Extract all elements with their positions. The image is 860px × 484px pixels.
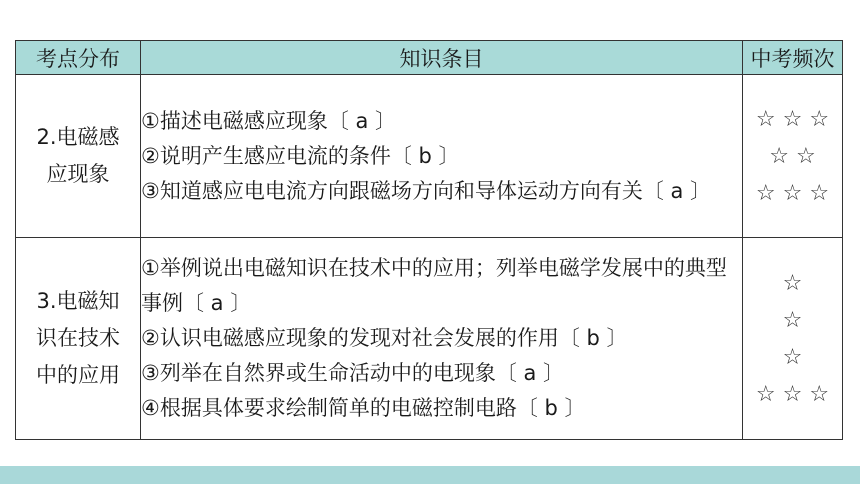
items-cell bbox=[141, 238, 743, 440]
frequency-cell bbox=[743, 75, 843, 238]
star-icon-line: ☆ bbox=[782, 344, 803, 370]
knowledge-item: ②认识电磁感应现象的发现对社会发展的作用〔 b 〕 bbox=[141, 326, 628, 350]
star-icon-line: ☆ ☆ ☆ bbox=[755, 180, 830, 206]
frequency-cell bbox=[743, 238, 843, 440]
knowledge-item: ④根据具体要求绘制简单的电磁控制电路〔 b 〕 bbox=[141, 396, 586, 420]
table-row bbox=[16, 238, 843, 440]
knowledge-item: ②说明产生感应电流的条件〔 b 〕 bbox=[141, 143, 460, 168]
header-category: 考点分布 bbox=[16, 41, 141, 75]
category-line: 识在技术 bbox=[36, 326, 120, 350]
category-line: 3.电磁知 bbox=[36, 289, 120, 313]
knowledge-item: ①举例说出电磁知识在技术中的应用；列举电磁学发展中的典型事例〔 a 〕 bbox=[141, 256, 727, 315]
category-line: 应现象 bbox=[46, 162, 110, 186]
header-items: 知识条目 bbox=[141, 41, 743, 75]
category-cell bbox=[16, 75, 141, 238]
header-row bbox=[16, 41, 843, 75]
category-line: 2.电磁感 bbox=[36, 125, 120, 149]
header-frequency: 中考频次 bbox=[743, 41, 843, 75]
syllabus-table bbox=[15, 40, 843, 440]
star-icon-line: ☆ ☆ ☆ bbox=[755, 106, 830, 132]
star-icon-line: ☆ ☆ ☆ bbox=[755, 381, 830, 407]
knowledge-item: ①描述电磁感应现象〔 a 〕 bbox=[141, 108, 397, 133]
knowledge-item: ③列举在自然界或生命活动中的电现象〔 a 〕 bbox=[141, 361, 565, 385]
knowledge-item: ③知道感应电电流方向跟磁场方向和导体运动方向有关〔 a 〕 bbox=[141, 178, 712, 203]
items-cell bbox=[141, 75, 743, 238]
star-icon-line: ☆ bbox=[782, 307, 803, 333]
category-cell bbox=[16, 238, 141, 440]
star-icon-line: ☆ ☆ bbox=[769, 143, 816, 169]
category-line: 中的应用 bbox=[36, 363, 120, 387]
star-icon-line: ☆ bbox=[782, 270, 803, 296]
footer-band bbox=[0, 466, 860, 484]
table-row bbox=[16, 75, 843, 238]
